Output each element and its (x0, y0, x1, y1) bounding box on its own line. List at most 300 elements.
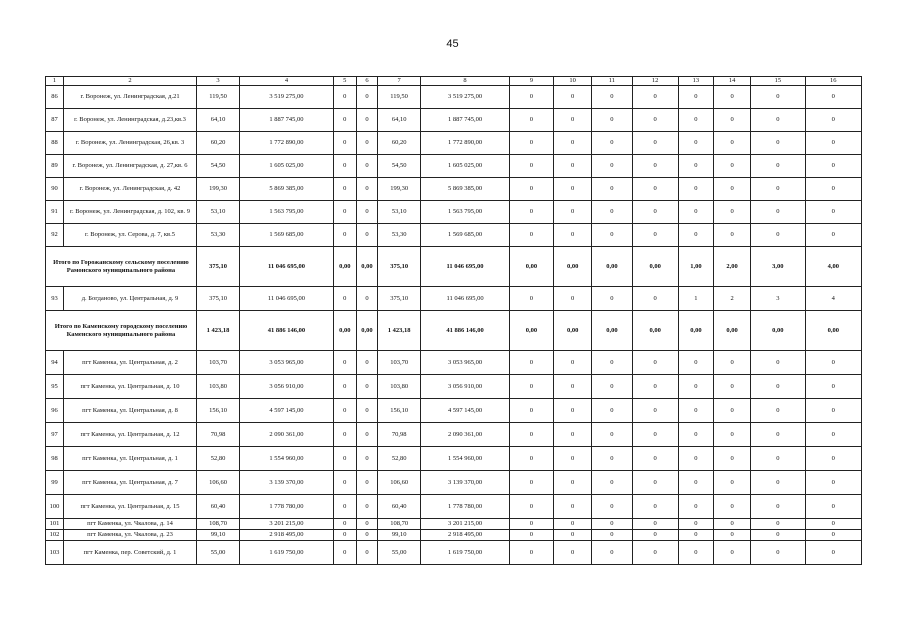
value-cell: 0 (333, 201, 356, 224)
subtotal-cell: 375,10 (196, 247, 239, 287)
value-cell: 0 (509, 519, 553, 530)
row-number-cell: 99 (46, 471, 64, 495)
value-cell: 0 (592, 178, 632, 201)
value-cell: 0 (805, 201, 861, 224)
value-cell: 55,00 (378, 541, 421, 565)
value-cell: 0 (713, 109, 750, 132)
value-cell: 0 (805, 375, 861, 399)
address-cell: пгт Каменка, ул. Центральная, д. 15 (64, 495, 197, 519)
value-cell: 0 (632, 287, 678, 311)
value-cell: 3 139 370,00 (240, 471, 334, 495)
value-cell: 0 (751, 224, 805, 247)
value-cell: 0 (805, 495, 861, 519)
value-cell: 2 (713, 287, 750, 311)
value-cell: 70,98 (196, 423, 239, 447)
subtotal-cell: 0,00 (554, 311, 592, 351)
subtotal-cell: 0,00 (592, 247, 632, 287)
value-cell: 0 (592, 519, 632, 530)
value-cell: 1 887 745,00 (421, 109, 510, 132)
table-row (46, 178, 862, 201)
value-cell: 0 (751, 351, 805, 375)
address-cell: г. Воронеж, ул. Ленинградская, д.23,кв.3 (64, 109, 197, 132)
value-cell: 1 619 750,00 (240, 541, 334, 565)
value-cell: 0 (356, 86, 377, 109)
value-cell: 0 (713, 541, 750, 565)
value-cell: 1 554 960,00 (240, 447, 334, 471)
header-cell: 9 (509, 77, 553, 86)
value-cell: 0 (713, 375, 750, 399)
row-number-cell: 88 (46, 132, 64, 155)
value-cell: 0 (805, 519, 861, 530)
subtotal-cell: 0,00 (805, 311, 861, 351)
value-cell: 108,70 (378, 519, 421, 530)
row-number-cell: 92 (46, 224, 64, 247)
value-cell: 0 (713, 132, 750, 155)
table-row (46, 201, 862, 224)
value-cell: 0 (592, 530, 632, 541)
value-cell: 0 (713, 530, 750, 541)
subtotal-cell: 41 886 146,00 (421, 311, 510, 351)
value-cell: 0 (713, 224, 750, 247)
table-header-row (46, 77, 862, 86)
subtotal-cell: 0,00 (509, 247, 553, 287)
value-cell: 0 (592, 423, 632, 447)
table-row (46, 86, 862, 109)
value-cell: 0 (805, 224, 861, 247)
value-cell: 0 (333, 519, 356, 530)
table-row (46, 351, 862, 375)
value-cell: 0 (805, 447, 861, 471)
value-cell: 0 (713, 86, 750, 109)
value-cell: 0 (632, 471, 678, 495)
row-number-cell: 97 (46, 423, 64, 447)
value-cell: 0 (509, 287, 553, 311)
header-cell: 3 (196, 77, 239, 86)
table-row (46, 519, 862, 530)
subtotal-cell: 0,00 (509, 311, 553, 351)
value-cell: 60,40 (378, 495, 421, 519)
subtotal-cell: 0,00 (333, 247, 356, 287)
value-cell: 0 (509, 471, 553, 495)
value-cell: 1 569 685,00 (240, 224, 334, 247)
register-table (45, 76, 862, 565)
value-cell: 0 (678, 155, 713, 178)
value-cell: 0 (632, 541, 678, 565)
value-cell: 0 (678, 530, 713, 541)
value-cell: 54,50 (196, 155, 239, 178)
address-cell: г. Воронеж, ул. Ленинградская, д. 42 (64, 178, 197, 201)
subtotal-row (46, 247, 862, 287)
subtotal-cell: 0,00 (592, 311, 632, 351)
value-cell: 64,10 (378, 109, 421, 132)
value-cell: 156,10 (378, 399, 421, 423)
value-cell: 1 563 795,00 (421, 201, 510, 224)
value-cell: 0 (751, 109, 805, 132)
value-cell: 0 (678, 519, 713, 530)
subtotal-cell: 0,00 (356, 311, 377, 351)
address-cell: пгт Каменка, ул. Центральная, д. 7 (64, 471, 197, 495)
value-cell: 3 519 275,00 (421, 86, 510, 109)
value-cell: 4 597 145,00 (240, 399, 334, 423)
value-cell: 0 (333, 530, 356, 541)
value-cell: 0 (678, 471, 713, 495)
value-cell: 0 (356, 109, 377, 132)
value-cell: 0 (356, 423, 377, 447)
address-cell: пгт Каменка, ул. Центральная, д. 10 (64, 375, 197, 399)
row-number-cell: 98 (46, 447, 64, 471)
value-cell: 0 (509, 399, 553, 423)
value-cell: 0 (554, 541, 592, 565)
header-cell: 13 (678, 77, 713, 86)
value-cell: 11 046 695,00 (421, 287, 510, 311)
value-cell: 0 (678, 224, 713, 247)
subtotal-label: Итого по Горожанскому сельскому поселению Рамонского муниципального района (46, 247, 197, 287)
table-row (46, 132, 862, 155)
value-cell: 0 (632, 178, 678, 201)
value-cell: 0 (632, 132, 678, 155)
value-cell: 0 (632, 495, 678, 519)
value-cell: 0 (509, 109, 553, 132)
subtotal-cell: 1 423,18 (196, 311, 239, 351)
value-cell: 3 519 275,00 (240, 86, 334, 109)
address-cell: пгт Каменка, ул. Центральная, д. 8 (64, 399, 197, 423)
address-cell: д. Богданово, ул. Центральная, д. 9 (64, 287, 197, 311)
value-cell: 0 (632, 375, 678, 399)
value-cell: 0 (509, 201, 553, 224)
value-cell: 0 (356, 471, 377, 495)
value-cell: 0 (751, 132, 805, 155)
value-cell: 0 (554, 224, 592, 247)
value-cell: 0 (592, 109, 632, 132)
value-cell: 60,40 (196, 495, 239, 519)
subtotal-cell: 0,00 (632, 247, 678, 287)
address-cell: пгт Каменка, ул. Центральная, д. 12 (64, 423, 197, 447)
value-cell: 0 (678, 423, 713, 447)
subtotal-cell: 375,10 (378, 247, 421, 287)
value-cell: 5 869 385,00 (421, 178, 510, 201)
address-cell: г. Воронеж, ул. Серова, д. 7, кв.5 (64, 224, 197, 247)
value-cell: 0 (632, 155, 678, 178)
value-cell: 1 772 890,00 (421, 132, 510, 155)
row-number-cell: 103 (46, 541, 64, 565)
row-number-cell: 101 (46, 519, 64, 530)
value-cell: 0 (592, 287, 632, 311)
value-cell: 0 (751, 178, 805, 201)
value-cell: 0 (713, 351, 750, 375)
header-cell: 4 (240, 77, 334, 86)
header-cell: 2 (64, 77, 197, 86)
value-cell: 1 778 780,00 (240, 495, 334, 519)
value-cell: 0 (554, 471, 592, 495)
value-cell: 0 (678, 399, 713, 423)
value-cell: 0 (554, 155, 592, 178)
value-cell: 0 (554, 519, 592, 530)
value-cell: 0 (592, 399, 632, 423)
page-number: 45 (446, 38, 459, 50)
value-cell: 2 918 495,00 (240, 530, 334, 541)
value-cell: 199,30 (196, 178, 239, 201)
value-cell: 0 (554, 132, 592, 155)
value-cell: 0 (356, 519, 377, 530)
value-cell: 108,70 (196, 519, 239, 530)
value-cell: 3 056 910,00 (421, 375, 510, 399)
table-row (46, 287, 862, 311)
value-cell: 0 (509, 86, 553, 109)
value-cell: 99,10 (196, 530, 239, 541)
value-cell: 0 (509, 351, 553, 375)
value-cell: 0 (333, 178, 356, 201)
value-cell: 0 (805, 132, 861, 155)
value-cell: 0 (805, 530, 861, 541)
value-cell: 1 554 960,00 (421, 447, 510, 471)
value-cell: 1 772 890,00 (240, 132, 334, 155)
row-number-cell: 94 (46, 351, 64, 375)
value-cell: 53,30 (196, 224, 239, 247)
value-cell: 0 (333, 541, 356, 565)
value-cell: 5 869 385,00 (240, 178, 334, 201)
value-cell: 3 201 215,00 (421, 519, 510, 530)
value-cell: 0 (751, 423, 805, 447)
value-cell: 3 053 965,00 (240, 351, 334, 375)
value-cell: 0 (333, 224, 356, 247)
value-cell: 0 (805, 399, 861, 423)
table-row (46, 224, 862, 247)
value-cell: 0 (751, 86, 805, 109)
value-cell: 0 (333, 375, 356, 399)
value-cell: 0 (805, 541, 861, 565)
value-cell: 99,10 (378, 530, 421, 541)
value-cell: 0 (509, 530, 553, 541)
value-cell: 0 (632, 224, 678, 247)
value-cell: 119,50 (196, 86, 239, 109)
value-cell: 0 (509, 423, 553, 447)
row-number-cell: 89 (46, 155, 64, 178)
value-cell: 0 (632, 201, 678, 224)
value-cell: 0 (805, 423, 861, 447)
value-cell: 0 (592, 471, 632, 495)
value-cell: 0 (592, 86, 632, 109)
row-number-cell: 102 (46, 530, 64, 541)
value-cell: 0 (713, 399, 750, 423)
value-cell: 0 (713, 471, 750, 495)
header-cell: 5 (333, 77, 356, 86)
value-cell: 0 (333, 399, 356, 423)
subtotal-cell: 11 046 695,00 (421, 247, 510, 287)
value-cell: 0 (592, 155, 632, 178)
value-cell: 0 (356, 178, 377, 201)
row-number-cell: 100 (46, 495, 64, 519)
value-cell: 0 (356, 447, 377, 471)
value-cell: 0 (751, 447, 805, 471)
value-cell: 0 (333, 109, 356, 132)
value-cell: 1 569 685,00 (421, 224, 510, 247)
value-cell: 0 (805, 178, 861, 201)
value-cell: 0 (751, 471, 805, 495)
header-cell: 10 (554, 77, 592, 86)
value-cell: 0 (333, 155, 356, 178)
table-row (46, 155, 862, 178)
value-cell: 0 (751, 201, 805, 224)
value-cell: 0 (805, 471, 861, 495)
value-cell: 0 (356, 530, 377, 541)
value-cell: 0 (592, 201, 632, 224)
value-cell: 0 (713, 201, 750, 224)
value-cell: 0 (356, 224, 377, 247)
value-cell: 4 (805, 287, 861, 311)
value-cell: 1 887 745,00 (240, 109, 334, 132)
value-cell: 0 (678, 109, 713, 132)
value-cell: 0 (632, 351, 678, 375)
value-cell: 0 (356, 132, 377, 155)
subtotal-label: Итого по Каменскому городскому поселению Каменского муниципального района (46, 311, 197, 351)
value-cell: 0 (356, 399, 377, 423)
header-cell: 14 (713, 77, 750, 86)
value-cell: 1 (678, 287, 713, 311)
value-cell: 0 (592, 375, 632, 399)
table-row (46, 471, 862, 495)
address-cell: г. Воронеж, ул. Ленинградская, д. 102, кв. 9 (64, 201, 197, 224)
value-cell: 53,30 (378, 224, 421, 247)
value-cell: 0 (356, 375, 377, 399)
subtotal-row (46, 311, 862, 351)
row-number-cell: 86 (46, 86, 64, 109)
value-cell: 0 (554, 287, 592, 311)
value-cell: 0 (509, 375, 553, 399)
value-cell: 0 (751, 399, 805, 423)
value-cell: 0 (554, 178, 592, 201)
value-cell: 0 (678, 351, 713, 375)
value-cell: 0 (751, 375, 805, 399)
value-cell: 0 (356, 287, 377, 311)
value-cell: 0 (333, 423, 356, 447)
value-cell: 0 (554, 375, 592, 399)
value-cell: 52,80 (196, 447, 239, 471)
value-cell: 0 (632, 447, 678, 471)
value-cell: 70,98 (378, 423, 421, 447)
value-cell: 375,10 (196, 287, 239, 311)
table-row (46, 109, 862, 132)
value-cell: 0 (751, 495, 805, 519)
value-cell: 60,20 (196, 132, 239, 155)
value-cell: 0 (333, 447, 356, 471)
value-cell: 0 (632, 530, 678, 541)
value-cell: 0 (678, 132, 713, 155)
value-cell: 3 053 965,00 (421, 351, 510, 375)
value-cell: 3 (751, 287, 805, 311)
value-cell: 0 (509, 447, 553, 471)
value-cell: 0 (554, 423, 592, 447)
value-cell: 103,80 (196, 375, 239, 399)
value-cell: 0 (554, 399, 592, 423)
value-cell: 0 (678, 375, 713, 399)
subtotal-cell: 1 423,18 (378, 311, 421, 351)
value-cell: 2 090 361,00 (240, 423, 334, 447)
value-cell: 4 597 145,00 (421, 399, 510, 423)
subtotal-cell: 3,00 (751, 247, 805, 287)
value-cell: 53,10 (378, 201, 421, 224)
value-cell: 0 (554, 86, 592, 109)
header-cell: 8 (421, 77, 510, 86)
row-number-cell: 91 (46, 201, 64, 224)
value-cell: 0 (632, 109, 678, 132)
value-cell: 0 (678, 541, 713, 565)
value-cell: 0 (333, 471, 356, 495)
value-cell: 0 (805, 155, 861, 178)
value-cell: 11 046 695,00 (240, 287, 334, 311)
row-number-cell: 93 (46, 287, 64, 311)
value-cell: 60,20 (378, 132, 421, 155)
value-cell: 0 (333, 132, 356, 155)
subtotal-cell: 0,00 (356, 247, 377, 287)
value-cell: 55,00 (196, 541, 239, 565)
value-cell: 0 (509, 224, 553, 247)
subtotal-cell: 0,00 (333, 311, 356, 351)
value-cell: 0 (592, 541, 632, 565)
subtotal-cell: 4,00 (805, 247, 861, 287)
value-cell: 3 201 215,00 (240, 519, 334, 530)
value-cell: 0 (678, 447, 713, 471)
value-cell: 0 (678, 86, 713, 109)
value-cell: 156,10 (196, 399, 239, 423)
value-cell: 0 (333, 351, 356, 375)
value-cell: 0 (751, 519, 805, 530)
table-row (46, 399, 862, 423)
value-cell: 0 (333, 287, 356, 311)
value-cell: 199,30 (378, 178, 421, 201)
value-cell: 52,80 (378, 447, 421, 471)
value-cell: 1 778 780,00 (421, 495, 510, 519)
value-cell: 0 (356, 201, 377, 224)
value-cell: 0 (356, 155, 377, 178)
value-cell: 0 (554, 447, 592, 471)
value-cell: 0 (592, 351, 632, 375)
header-cell: 16 (805, 77, 861, 86)
table-row (46, 495, 862, 519)
value-cell: 0 (678, 495, 713, 519)
value-cell: 2 918 495,00 (421, 530, 510, 541)
table-row (46, 375, 862, 399)
value-cell: 0 (554, 201, 592, 224)
value-cell: 0 (592, 224, 632, 247)
subtotal-cell: 0,00 (713, 311, 750, 351)
value-cell: 0 (333, 86, 356, 109)
value-cell: 0 (678, 178, 713, 201)
value-cell: 0 (509, 155, 553, 178)
value-cell: 0 (713, 423, 750, 447)
value-cell: 103,70 (196, 351, 239, 375)
value-cell: 0 (713, 155, 750, 178)
value-cell: 106,60 (378, 471, 421, 495)
value-cell: 103,70 (378, 351, 421, 375)
value-cell: 0 (632, 423, 678, 447)
table-row (46, 541, 862, 565)
value-cell: 375,10 (378, 287, 421, 311)
value-cell: 0 (509, 495, 553, 519)
value-cell: 53,10 (196, 201, 239, 224)
value-cell: 0 (632, 519, 678, 530)
value-cell: 0 (333, 495, 356, 519)
subtotal-cell: 0,00 (554, 247, 592, 287)
address-cell: г. Воронеж, ул. Ленинградская, д.21 (64, 86, 197, 109)
value-cell: 0 (554, 530, 592, 541)
subtotal-cell: 0,00 (751, 311, 805, 351)
value-cell: 3 056 910,00 (240, 375, 334, 399)
value-cell: 0 (713, 519, 750, 530)
table-row (46, 530, 862, 541)
value-cell: 0 (592, 447, 632, 471)
value-cell: 103,80 (378, 375, 421, 399)
value-cell: 0 (713, 447, 750, 471)
